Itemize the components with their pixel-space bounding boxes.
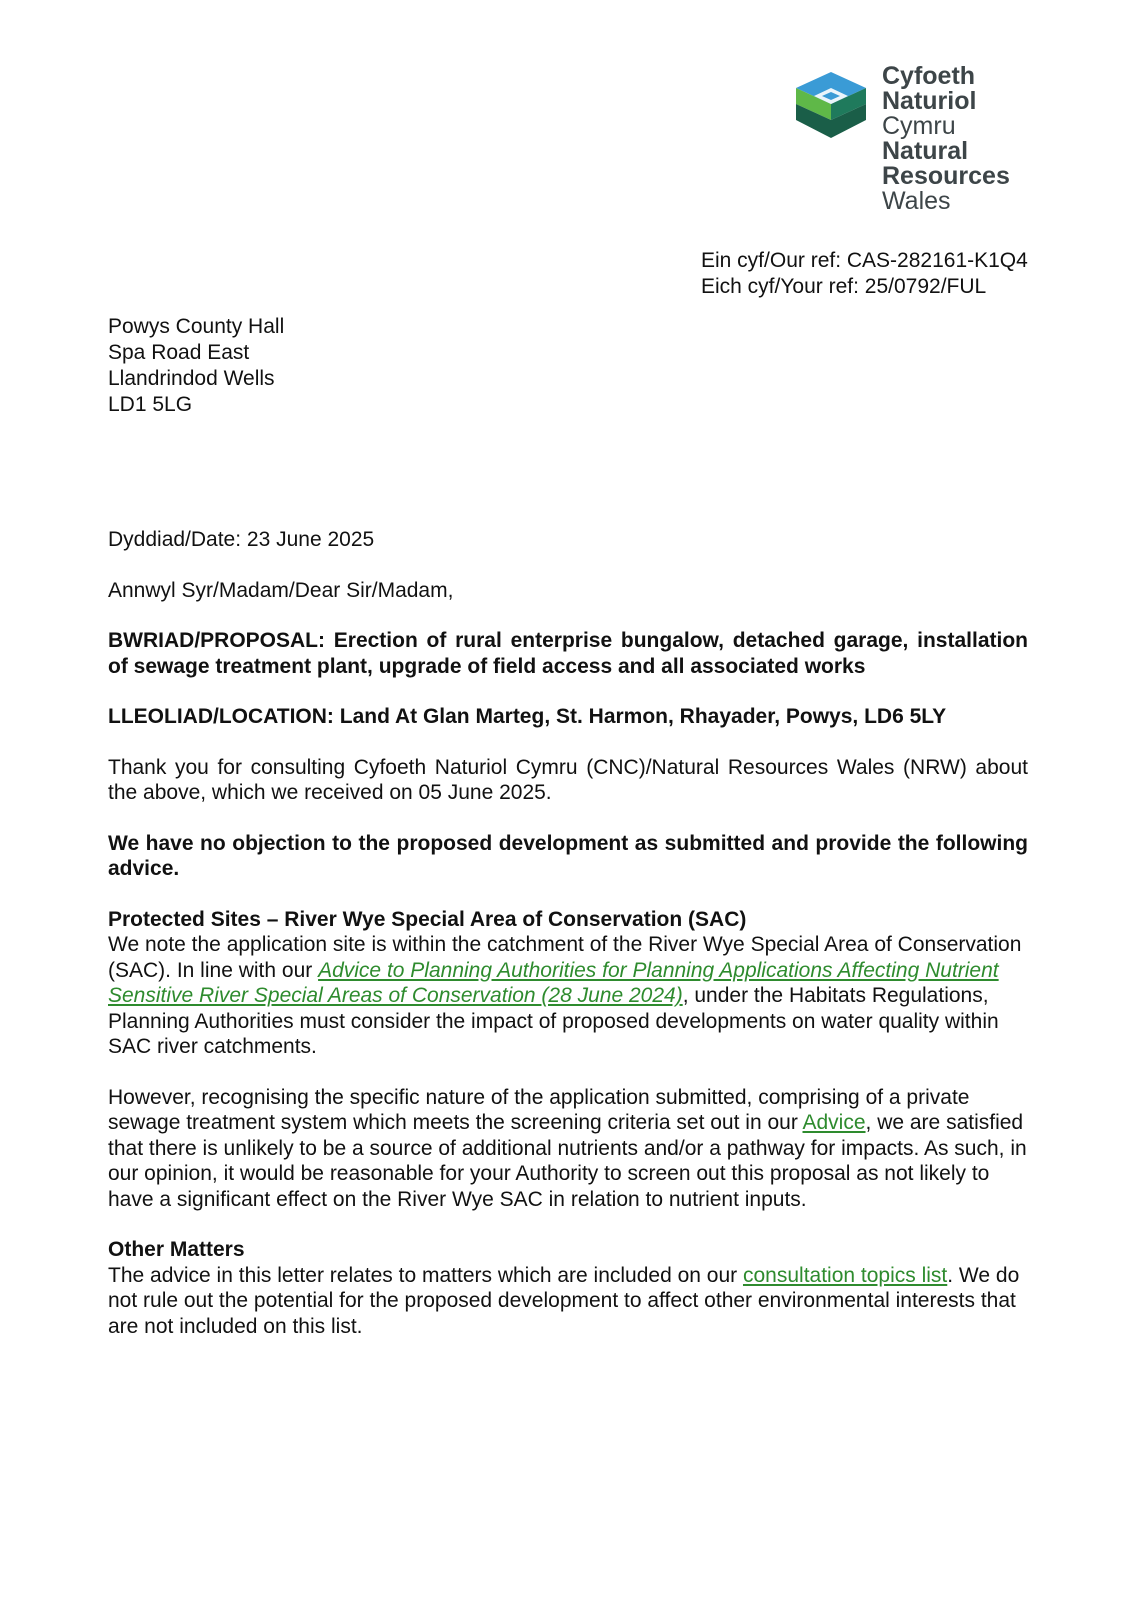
nrw-logo xyxy=(794,64,1034,224)
no-objection-statement: We have no objection to the proposed development as submitted and provide the following advice. xyxy=(108,831,1028,880)
address-line-4: LD1 5LG xyxy=(108,393,193,416)
logo-line-cyfoeth: Cyfoeth xyxy=(882,62,976,90)
advice-document-link[interactable]: Advice to Planning Authorities for Planning Applications Affecting Nutrient Sensitive River Special Areas of Conservation (28 June 2024) xyxy=(108,958,999,1007)
logo-line-cymru: Cymru xyxy=(882,112,956,140)
letter-date: Dyddiad/Date: 23 June 2025 xyxy=(108,528,375,551)
address-line-2: Spa Road East xyxy=(108,341,250,364)
address-line-1: Powys County Hall xyxy=(108,315,285,338)
nrw-hexagon-icon xyxy=(794,70,868,140)
other-matters-heading: Other Matters xyxy=(108,1238,245,1261)
proposal: BWRIAD/PROPOSAL: Erection of rural enterprise bungalow, detached garage, installation of sewage treatment plant, upgrade of field access and all associated works xyxy=(108,629,1028,678)
logo-line-naturiol: Naturiol xyxy=(882,87,977,115)
other-text-a: The advice in this letter relates to matters which are included on our xyxy=(108,1263,743,1287)
logo-line-natural: Natural xyxy=(882,137,969,165)
logo-wordmark xyxy=(882,64,1010,214)
recipient-address xyxy=(108,314,284,418)
other-text-b: . We do not rule out the potential for the proposed development to affect other environmental interests that are not included on this list. xyxy=(108,1263,1020,1338)
sac-text-2a: However, recognising the specific nature of the application submitted, comprising of a private sewage treatment system which meets the screening criteria set out in our xyxy=(108,1085,970,1134)
other-matters-section xyxy=(108,1237,1028,1339)
logo-line-resources: Resources xyxy=(882,162,1010,190)
thanks-paragraph: Thank you for consulting Cyfoeth Naturiol Cymru (CNC)/Natural Resources Wales (NRW) about the above, which we received on 05 June 2025. xyxy=(108,755,1028,804)
sac-text-1a: We note the application site is within the catchment of the River Wye Special Area of Conservation (SAC). In line with our xyxy=(108,933,1022,982)
sac-text-1b: , under the Habitats Regulations, Planning Authorities must consider the impact of proposed developments on water quality within SAC river catchments. xyxy=(108,984,999,1058)
logo-line-wales: Wales xyxy=(882,187,951,215)
address-line-3: Llandrindod Wells xyxy=(108,367,275,390)
sac-section xyxy=(108,907,1028,1060)
our-ref: Ein cyf/Our ref: CAS-282161-K1Q4 xyxy=(701,249,1028,272)
your-ref: Eich cyf/Your ref: 25/0792/FUL xyxy=(701,275,987,298)
advice-link[interactable]: Advice xyxy=(802,1111,866,1134)
reference-block xyxy=(701,248,1028,300)
sac-text-2b: , we are satisfied that there is unlikely to be a source of additional nutrients and/or a pathway for impacts. As such, in our opinion, it would be reasonable for your Authority to screen out this proposal as not likely to have a significant effect on the River Wye SAC in relation to nutrient inputs. xyxy=(108,1111,1027,1211)
consultation-topics-link[interactable]: consultation topics list xyxy=(742,1263,948,1287)
letter-body xyxy=(108,527,1028,1364)
salutation: Annwyl Syr/Madam/Dear Sir/Madam, xyxy=(108,578,454,602)
location: LLEOLIAD/LOCATION: Land At Glan Marteg, St. Harmon, Rhayader, Powys, LD6 5LY xyxy=(108,705,947,728)
sac-heading: Protected Sites – River Wye Special Area of Conservation (SAC) xyxy=(108,907,747,931)
sac-paragraph-2 xyxy=(108,1085,1028,1213)
